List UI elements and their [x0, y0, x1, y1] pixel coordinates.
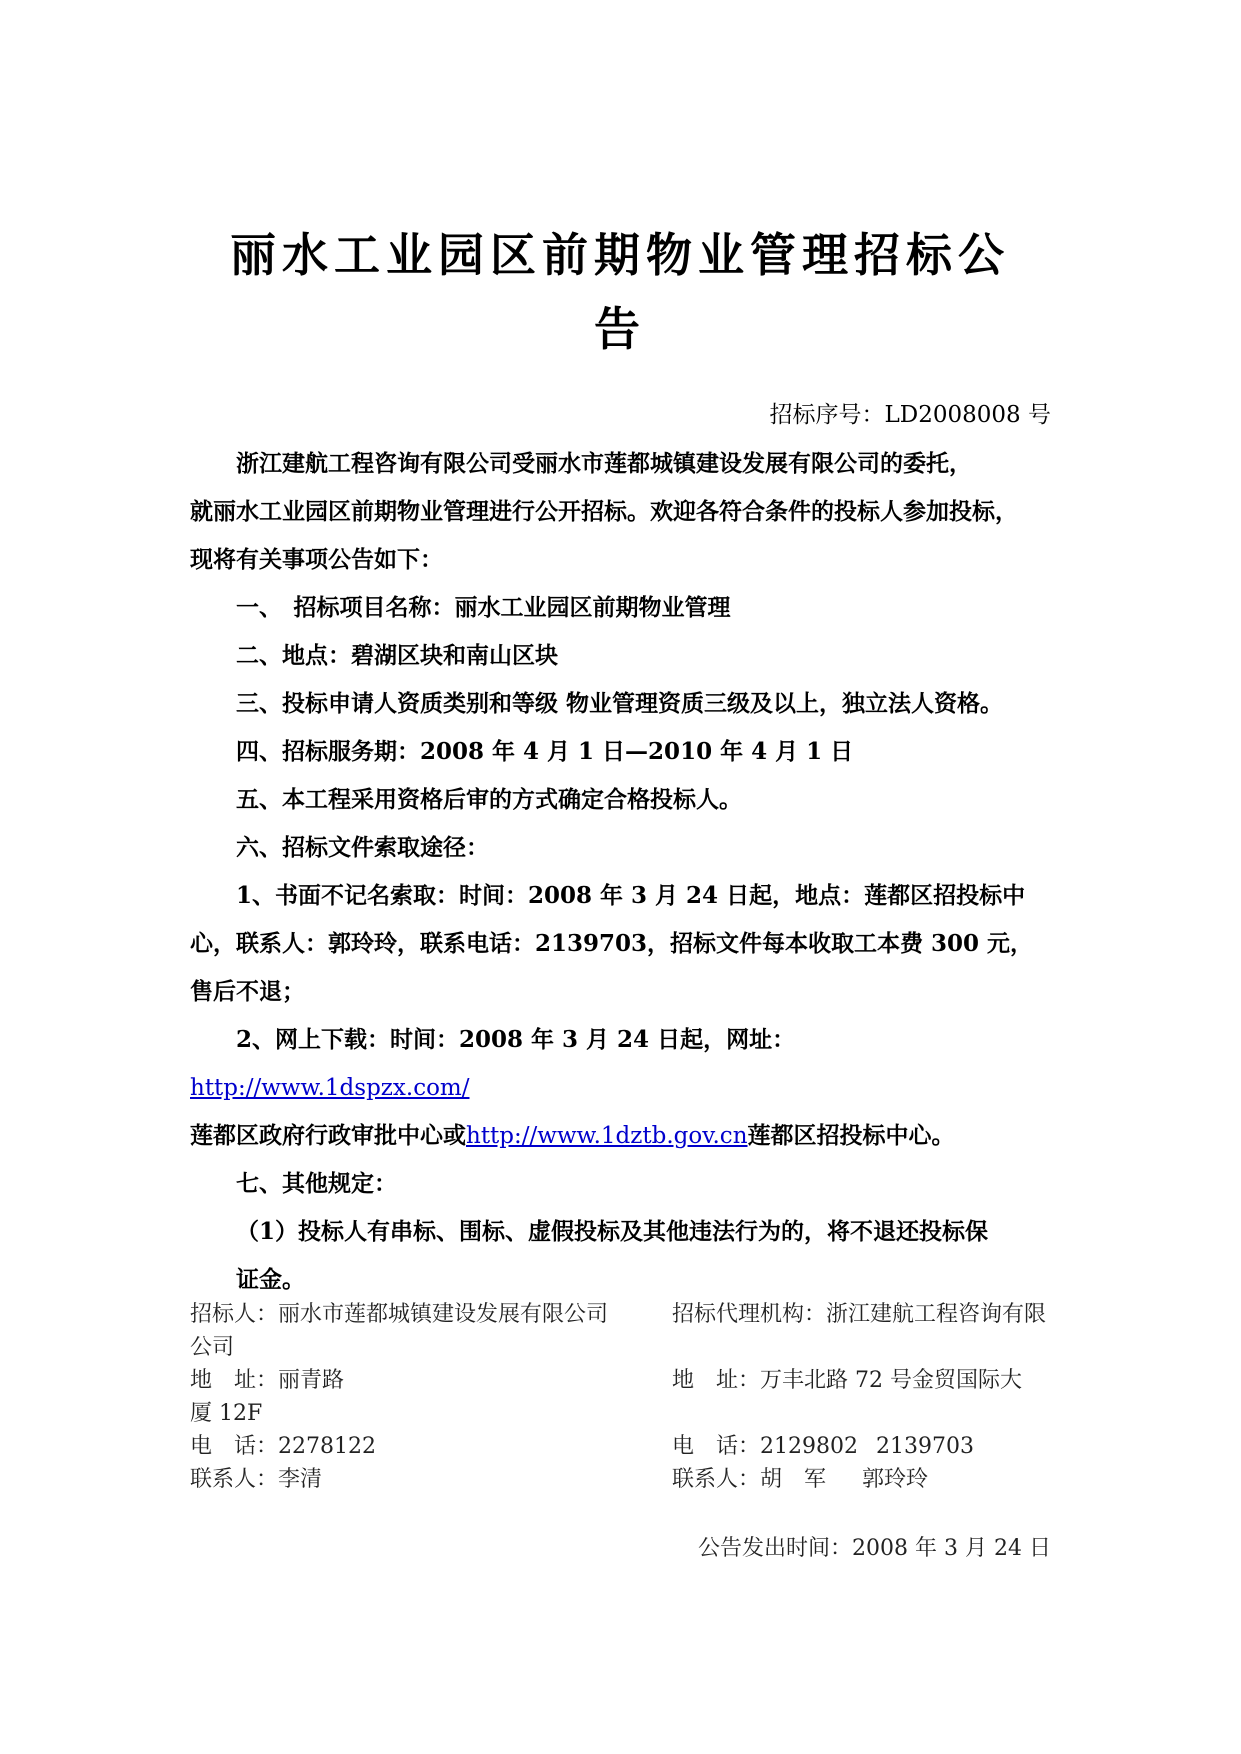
agency-phone-value-1: 2129802 [760, 1434, 858, 1459]
tenderer-address-label: 地 址： [190, 1368, 279, 1393]
tenderer-name-line-2: 公司 [190, 1335, 235, 1360]
agency-phone-value-2: 2139703 [876, 1434, 974, 1459]
announcement-body [190, 440, 1052, 1304]
tenderer-address-line-2: 厦 12F [190, 1401, 263, 1426]
sub-item-paper-line-2: 心，联系人：郭玲玲，联系电话：2139703，招标文件每本收取工本费 300 元， [190, 930, 1034, 957]
intro-line-3: 现将有关事项公告如下： [190, 546, 443, 573]
link-ldspzx[interactable]: http://www.1dspzx.com/ [190, 1075, 470, 1101]
tenderer-address-line-1 [190, 1364, 620, 1397]
agency-contact-label: 联系人： [672, 1467, 761, 1492]
agency-phone [672, 1430, 1062, 1463]
agency-phone-label: 电 话： [672, 1434, 761, 1459]
tenderer-contact-label: 联系人： [190, 1467, 279, 1492]
tenderer-name-line-1: 招标人：丽水市莲都城镇建设发展有限公司 [190, 1302, 609, 1327]
sub-item-online-mid: 莲都区政府行政审批中心或 [190, 1122, 466, 1149]
agency-contact-value-2: 郭玲玲 [862, 1467, 929, 1492]
item-document-access: 六、招标文件索取途径： [236, 834, 489, 861]
agency-address-value: 万丰北路 72 号金贸国际大 [760, 1368, 1022, 1393]
item-service-period: 四、招标服务期：2008 年 4 月 1 日—2010 年 4 月 1 日 [236, 738, 854, 765]
tender-serial-number: 招标序号：LD2008008 号 [769, 402, 1051, 428]
item-project-name: 一、 招标项目名称：丽水工业园区前期物业管理 [236, 594, 731, 621]
item-qualification: 三、投标申请人资质类别和等级 物业管理资质三级及以上，独立法人资格。 [236, 690, 1004, 717]
agency-blank-row [672, 1331, 1062, 1364]
sub-item-online-line-1 [190, 1016, 1052, 1112]
item-location: 二、地点：碧湖区块和南山区块 [236, 642, 558, 669]
intro-line-1: 浙江建航工程咨询有限公司受丽水市莲都城镇建设发展有限公司的委托， [236, 450, 972, 477]
agency-blank-row-2 [672, 1397, 1062, 1430]
agency-contact [672, 1463, 1062, 1496]
tenderer-contact-value: 李清 [278, 1467, 323, 1492]
tenderer-phone-label: 电 话： [190, 1434, 279, 1459]
agency-info [672, 1298, 1062, 1496]
sub-item-online-prefix: 2、网上下载：时间：2008 年 3 月 24 日起，网址： [236, 1026, 796, 1053]
sub-item-paper-line-3: 售后不退； [190, 978, 305, 1005]
agency-name-line-1: 招标代理机构：浙江建航工程咨询有限 [672, 1302, 1047, 1327]
tenderer-address-value: 丽青路 [278, 1368, 345, 1393]
agency-contact-value-1: 胡 军 [760, 1467, 827, 1492]
issue-date: 公告发出时间：2008 年 3 月 24 日 [698, 1536, 1051, 1561]
title-line-1: 丽水工业园区前期物业管理招标公 [230, 228, 1010, 282]
item-other-rules: 七、其他规定： [236, 1170, 397, 1197]
title-line-2: 告 [594, 302, 646, 356]
sub-item-paper-line-1: 1、书面不记名索取：时间：2008 年 3 月 24 日起，地点：莲都区招投标中 [236, 882, 1026, 909]
tenderer-phone-value: 2278122 [278, 1434, 376, 1459]
rule-1-line-1: （1）投标人有串标、围标、虚假投标及其他违法行为的，将不退还投标保 [236, 1218, 989, 1245]
item-review-method: 五、本工程采用资格后审的方式确定合格投标人。 [236, 786, 742, 813]
agency-address [672, 1364, 1062, 1397]
link-ldztb[interactable]: http://www.1dztb.gov.cn [466, 1123, 748, 1149]
rule-1-line-2: 证金。 [236, 1266, 305, 1293]
tenderer-contact [190, 1463, 620, 1496]
sub-item-online-line-2 [190, 1112, 1052, 1160]
document-title [190, 218, 1050, 366]
agency-address-label: 地 址： [672, 1368, 761, 1393]
sub-item-online-suffix: 莲都区招投标中心。 [747, 1122, 955, 1149]
tenderer-info [190, 1298, 620, 1496]
intro-line-2: 就丽水工业园区前期物业管理进行公开招标。欢迎各符合条件的投标人参加投标， [190, 498, 1018, 525]
tenderer-phone [190, 1430, 620, 1463]
